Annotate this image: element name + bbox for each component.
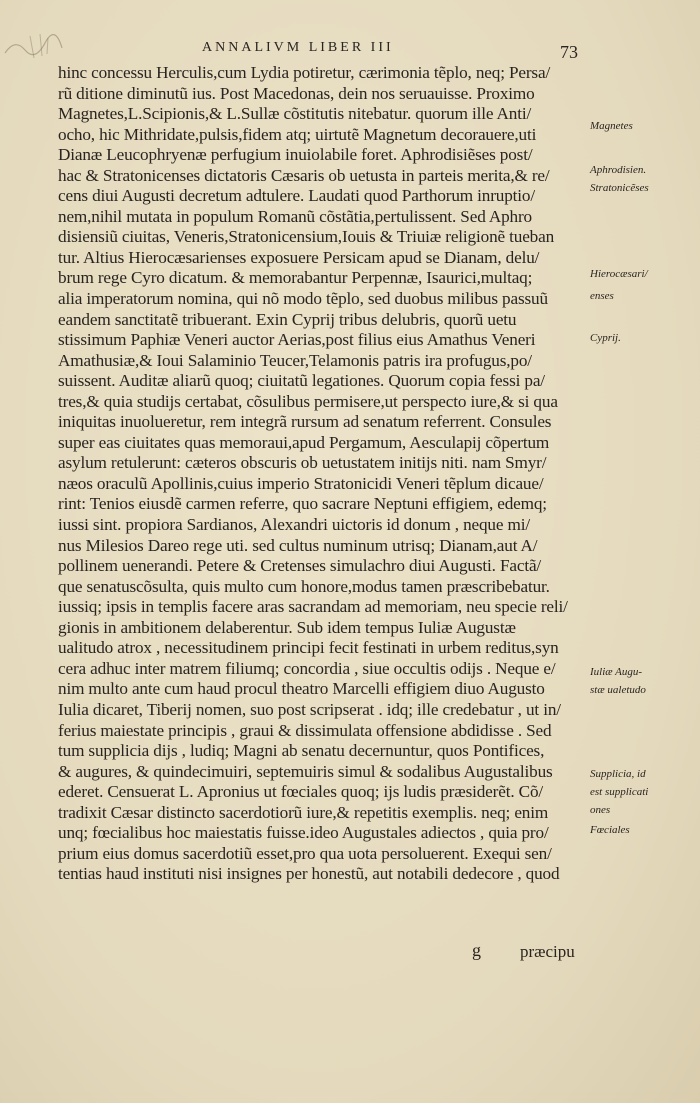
margin-note: est supplicati <box>590 786 649 798</box>
text-line: iniquitas inuolueretur, rem integrã rursum ad senatum referrent. Consules <box>58 412 552 432</box>
text-line: nem,nihil mutata in populum Romanũ cõstãtia,pertulissent. Sed Aphro <box>58 206 533 226</box>
main-text-block <box>58 63 598 885</box>
text-line: asylum retulerunt: cæteros obscuris ob uetustatem initijs niti. nam Smyr/ <box>58 453 547 473</box>
text-line: nim multo ante cum haud procul theatro Marcelli effigiem diuo Augusto <box>58 679 545 699</box>
text-line: unq; fœcialibus hoc maiestatis fuisse.ideo Augustales adiectos , quia pro/ <box>58 823 549 843</box>
margin-note: Supplicia, id <box>590 768 646 780</box>
margin-note: stæ ualetudo <box>590 684 646 696</box>
text-line: Magnetes,L.Scipionis,& L.Sullæ cõstitutis nitebatur. quorum ille Anti/ <box>58 104 532 124</box>
catchword: præcipu <box>520 942 575 961</box>
text-line: iussiq; ipsis in templis facere aras sacrandam ad memoriam, neu specie reli/ <box>58 597 568 617</box>
text-line: tres,& quia studijs certabat, cõsulibus permisere,ut perspecto iure,& si qua <box>58 391 558 411</box>
text-line: tentias haud instituti nisi insignes per honestũ, aut notabili dedecore , quod <box>58 864 560 884</box>
text-line: super eas ciuitates quas memoraui,apud Pergamum, Aesculapij cõpertum <box>58 432 550 452</box>
margin-note: ones <box>590 804 611 816</box>
text-line: tradixit Cæsar distincto sacerdotiorũ iure,& repetitis exemplis. neq; enim <box>58 802 549 822</box>
text-line: disiensiũ ciuitas, Veneris,Stratonicensium,Iouis & Triuiæ religionẽ tueban <box>58 227 555 247</box>
text-line: stissimum Paphiæ Veneri auctor Aerias,post filius eius Amathus Veneri <box>58 330 536 350</box>
text-line: alia imperatorum nomina, qui nõ modo tẽplo, sed duobus milibus passuũ <box>58 289 548 309</box>
margin-note: Iuliæ Augu- <box>590 666 643 678</box>
text-line: suissent. Auditæ aliarũ quoq; ciuitatũ legationes. Quorum copia fessi pa/ <box>58 371 545 391</box>
text-line: cens diui Augusti decretum adtulere. Laudati quod Parthorum inruptio/ <box>58 186 536 206</box>
margin-note: Magnetes <box>590 120 633 132</box>
text-line: rint: Tenios eiusdẽ carmen referre, quo sacrare Neptuni effigiem, edemq; <box>58 494 547 514</box>
text-line: ederet. Censuerat L. Apronius ut fœciales quoq; ijs ludis præsiderẽt. Cõ/ <box>58 782 544 802</box>
text-line: Dianæ Leucophryenæ perfugium inuiolabile foret. Aphrodisiẽses post/ <box>58 145 533 165</box>
page-header <box>0 38 700 66</box>
text-line: prium eius domus sacerdotiũ esset,pro qua uota persoluerent. Exequi sen/ <box>58 843 552 863</box>
text-line: tum supplicia dijs , ludiq; Magni ab senatu decernuntur, quos Pontifices, <box>58 741 545 761</box>
text-line: hac & Stratonicenses dictatoris Cæsaris ob uetusta in parteis merita,& re/ <box>58 165 550 185</box>
folio-number: 73 <box>560 42 578 62</box>
margin-note: Hierocæsari/ <box>590 268 648 280</box>
margin-note: Stratonicẽses <box>590 182 649 194</box>
text-line: eandem sanctitatẽ tribuerant. Exin Cyprij tribus delubris, quorũ uetu <box>58 309 517 329</box>
signature-mark: g <box>472 940 481 960</box>
text-line: que senatuscõsulta, quis multo cum honore,modus tamen præscribebatur. <box>58 576 550 596</box>
margin-note: Cyprij. <box>590 332 621 344</box>
margin-note: Fœciales <box>590 824 630 836</box>
text-line: iussi sint. propiora Sardianos, Alexandri uictoris id donum , neque mi/ <box>58 515 530 535</box>
margin-note: enses <box>590 290 614 302</box>
text-line: nus Milesios Dareo rege uti. sed cultus numinum utrisq; Dianam,aut A/ <box>58 535 538 555</box>
text-line: Iulia dicaret, Tiberij nomen, suo post scripserat . idq; ille credebatur , ut in/ <box>58 699 561 719</box>
running-head: ANNALIVM LIBER III <box>202 40 394 55</box>
text-line: tur. Altius Hierocæsarienses exposuere Persicam apud se Dianam, delu/ <box>58 247 540 267</box>
text-line: næos oraculũ Apollinis,cuius imperio Stratonicidi Veneri tẽplum dicaue/ <box>58 473 544 493</box>
text-line: ferius maiestate principis , graui & dissimulata offensione abdidisse . Sed <box>58 720 552 740</box>
text-line: & augures, & quindecimuiri, septemuiris simul & sodalibus Augustalibus <box>58 761 553 781</box>
text-line: ualitudo atrox , necessitudinem principi fecit festinati in urbem reditus,syn <box>58 638 559 658</box>
text-line: cera adhuc inter matrem filiumq; concordia , siue occultis odijs . Neque e/ <box>58 658 556 678</box>
text-line: hinc concessu Herculis,cum Lydia potiretur, cærimonia tẽplo, neq; Persa/ <box>58 63 551 82</box>
margin-note: Aphrodisien. <box>590 164 647 176</box>
text-line: rũ ditione diminutũ ius. Post Macedonas, dein nos seruauisse. Proximo <box>58 83 535 103</box>
text-line: Amathusiæ,& Ioui Salaminio Teucer,Telamonis patris ira profugus,po/ <box>58 350 532 370</box>
text-line: gionis in ambitionem delaberentur. Sub idem tempus Iuliæ Augustæ <box>58 617 516 637</box>
text-line: pollinem uenerandi. Petere & Cretenses simulachro diui Augusti. Factã/ <box>58 556 542 576</box>
text-line: brum rege Cyro dicatum. & memorabantur Perpennæ, Isaurici,multaq; <box>58 268 533 288</box>
text-line: ocho, hic Mithridate,pulsis,fidem atq; uirtutẽ Magnetum decorauere,uti <box>58 124 537 144</box>
page-footer <box>0 940 700 970</box>
